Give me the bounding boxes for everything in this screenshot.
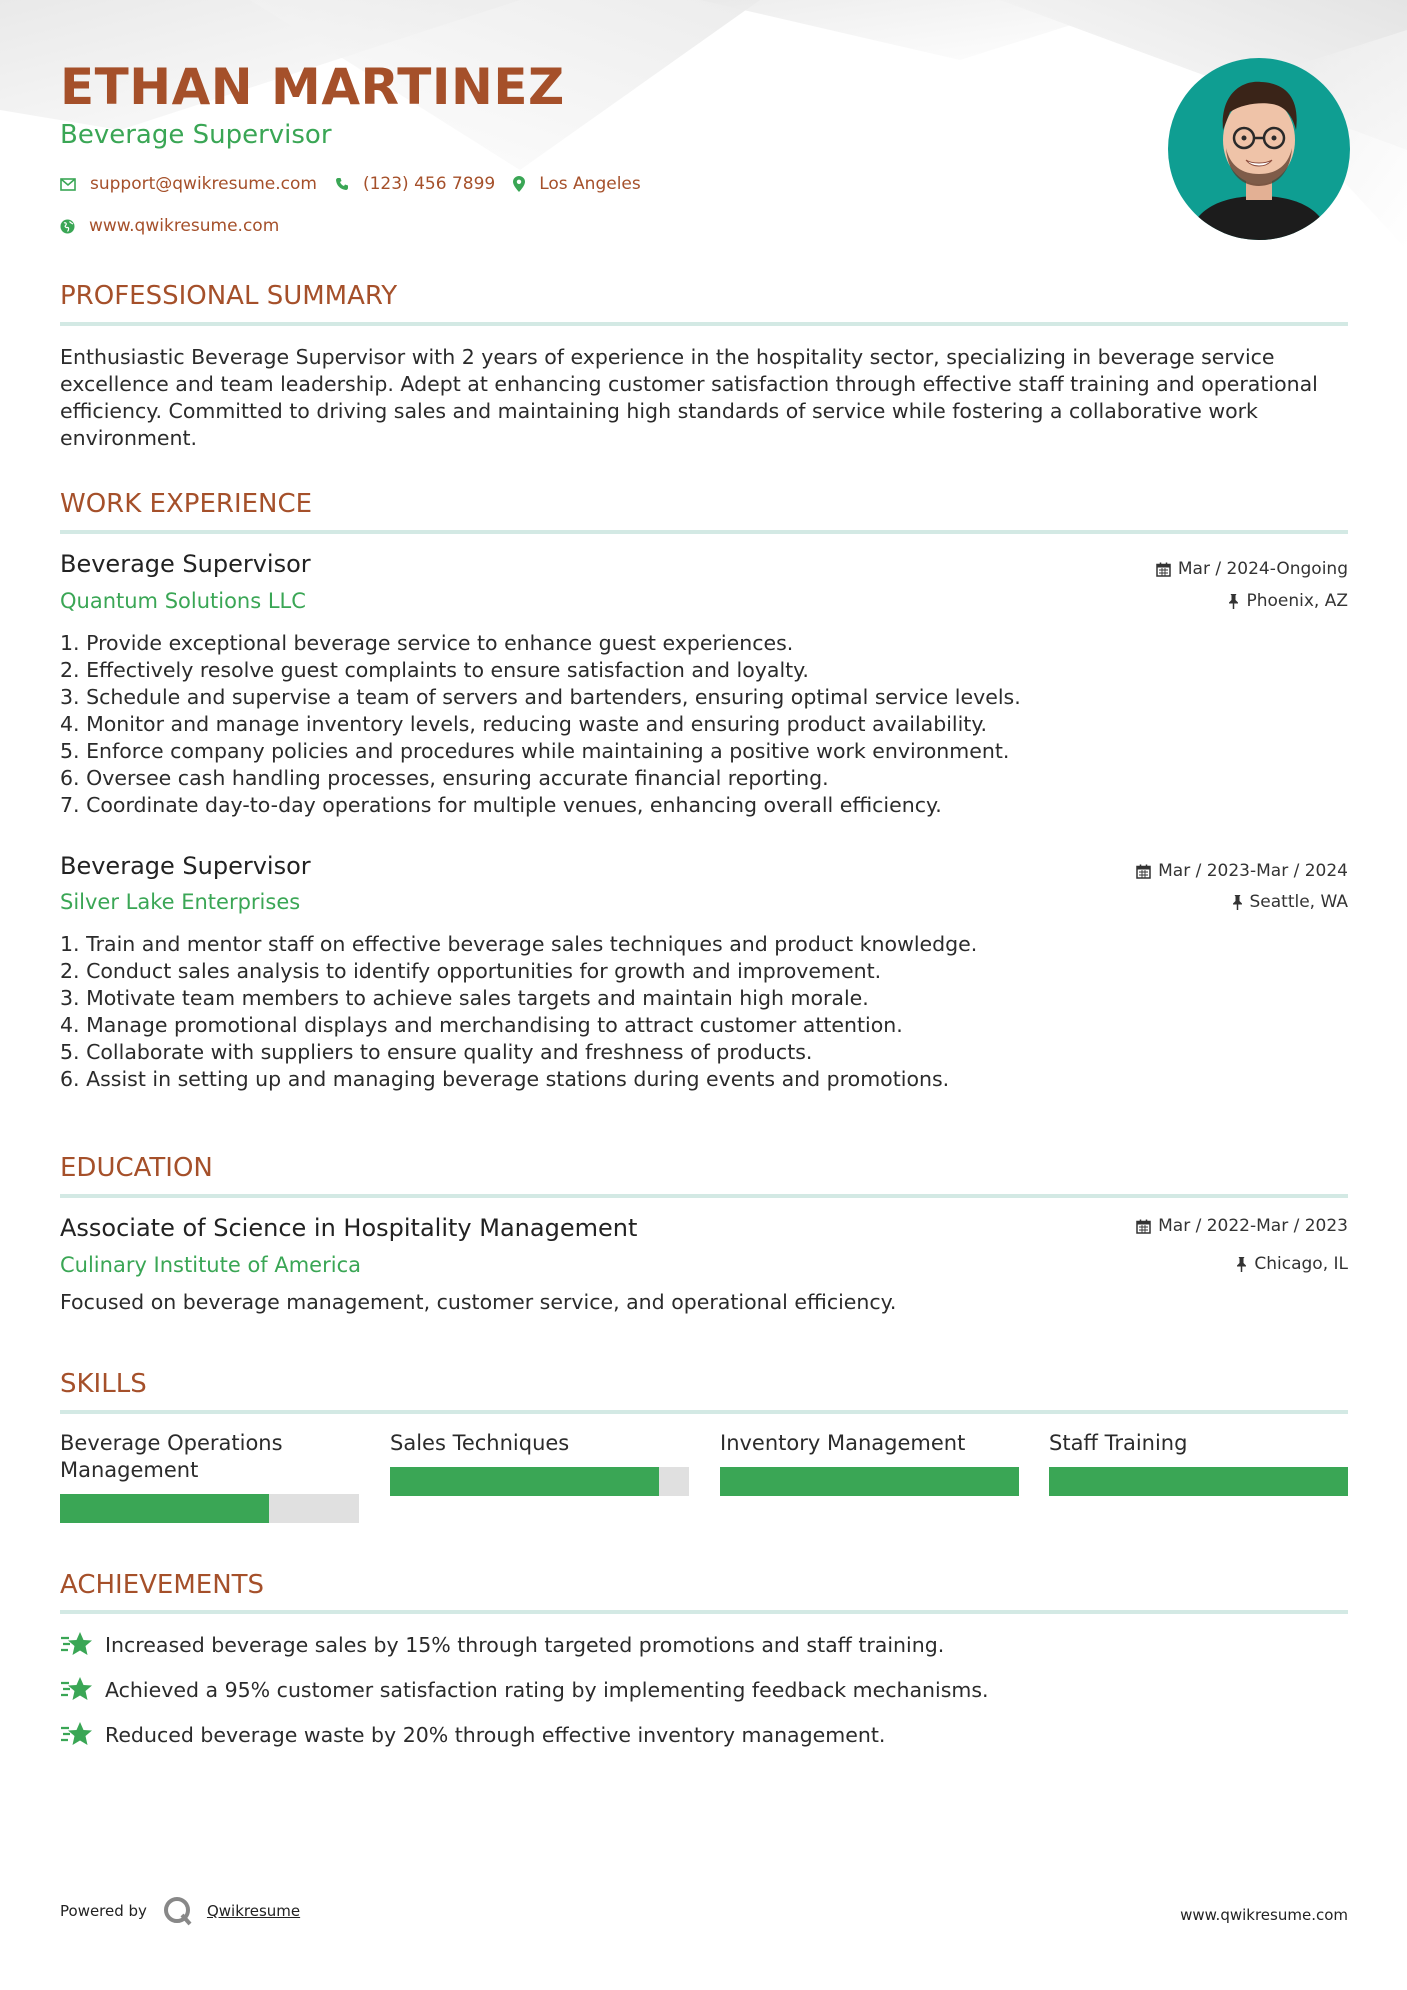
job-bullets: [60, 630, 1021, 819]
pushpin-icon: [1228, 594, 1239, 609]
star-icon: [60, 1676, 93, 1703]
pushpin-icon: [1236, 1257, 1247, 1272]
email-text: support@qwikresume.com: [90, 174, 317, 194]
calendar-icon: [1136, 864, 1151, 879]
list-item: 4. Manage promotional displays and merchandising to attract customer attention.: [60, 1013, 903, 1037]
skill-fill: [60, 1494, 269, 1523]
job-location-text: Phoenix, AZ: [1246, 591, 1348, 611]
achievement-item: [60, 1676, 989, 1703]
company-name: Quantum Solutions LLC: [60, 589, 306, 613]
contact-location: [513, 174, 641, 194]
contact-email[interactable]: [60, 174, 317, 194]
section-title-achievements: ACHIEVEMENTS: [60, 1570, 265, 1600]
phone-text: (123) 456 7899: [362, 174, 496, 194]
education-description: Focused on beverage management, customer service, and operational efficiency.: [60, 1290, 897, 1314]
job-location: [1228, 591, 1348, 611]
section-divider: [60, 530, 1348, 534]
list-item: 3. Motivate team members to achieve sales targets and maintain high morale.: [60, 986, 869, 1010]
company-name: Silver Lake Enterprises: [60, 890, 301, 914]
calendar-icon: [1136, 1219, 1151, 1234]
skill-item: [720, 1430, 1019, 1457]
achievement-item: [60, 1721, 885, 1748]
education-location: [1236, 1254, 1348, 1274]
list-item: 4. Monitor and manage inventory levels, reducing waste and ensuring product availability.: [60, 712, 988, 736]
map-pin-icon: [513, 176, 525, 192]
list-item: 3. Schedule and supervise a team of servers and bartenders, ensuring optimal service levels.: [60, 685, 1021, 709]
website-text: www.qwikresume.com: [89, 216, 280, 236]
skill-item: [390, 1430, 689, 1457]
job-dates: [1136, 861, 1348, 881]
education-dates-text: Mar / 2022-Mar / 2023: [1158, 1216, 1348, 1236]
list-item: 2. Conduct sales analysis to identify opportunities for growth and improvement.: [60, 959, 882, 983]
section-divider: [60, 1610, 1348, 1614]
section-divider: [60, 322, 1348, 326]
skill-fill: [1049, 1467, 1348, 1496]
calendar-icon: [1156, 562, 1171, 577]
skill-bar: [390, 1467, 689, 1496]
list-item: 1. Provide exceptional beverage service to enhance guest experiences.: [60, 631, 794, 655]
contact-row-website: [60, 214, 297, 238]
section-title-education: EDUCATION: [60, 1153, 213, 1183]
skill-fill: [720, 1467, 1019, 1496]
location-text: Los Angeles: [539, 174, 641, 194]
skill-bar: [720, 1467, 1019, 1496]
list-item: 6. Assist in setting up and managing beverage stations during events and promotions.: [60, 1067, 950, 1091]
school-name: Culinary Institute of America: [60, 1253, 361, 1277]
qwikresume-link[interactable]: Qwikresume: [206, 1902, 301, 1920]
degree-title: Associate of Science in Hospitality Management: [60, 1214, 638, 1242]
skill-bar: [1049, 1467, 1348, 1496]
section-title-summary: PROFESSIONAL SUMMARY: [60, 281, 398, 311]
list-item: 7. Coordinate day-to-day operations for multiple venues, enhancing overall efficiency.: [60, 793, 942, 817]
skill-name: Sales Techniques: [390, 1431, 570, 1455]
achievement-text: Increased beverage sales by 15% through targeted promotions and staff training.: [105, 1632, 945, 1657]
contact-website[interactable]: [60, 216, 279, 236]
job-bullets: [60, 931, 977, 1093]
education-dates: [1136, 1216, 1348, 1236]
powered-by-text: Powered by: [60, 1902, 147, 1920]
footer-website[interactable]: www.qwikresume.com: [1180, 1906, 1348, 1924]
skill-fill: [390, 1467, 659, 1496]
skill-item: [60, 1430, 359, 1484]
list-item: 5. Enforce company policies and procedures while maintaining a positive work environment.: [60, 739, 1010, 763]
section-divider: [60, 1194, 1348, 1198]
avatar: [1168, 58, 1350, 240]
achievement-text: Achieved a 95% customer satisfaction rating by implementing feedback mechanisms.: [105, 1677, 989, 1702]
skill-name: Inventory Management: [720, 1431, 966, 1455]
candidate-name: ETHAN MARTINEZ: [60, 58, 565, 116]
section-title-skills: SKILLS: [60, 1369, 147, 1399]
star-icon: [60, 1631, 93, 1658]
footer-powered-by: [60, 1896, 300, 1926]
job-location: [1232, 892, 1349, 912]
globe-icon: [60, 219, 75, 234]
contact-phone[interactable]: [335, 174, 495, 194]
candidate-title: Beverage Supervisor: [60, 120, 332, 150]
contact-row: [60, 172, 659, 196]
envelope-icon: [60, 178, 76, 191]
skill-bar: [60, 1494, 359, 1523]
resume-page: [60, 0, 1348, 1990]
job-dates: [1156, 559, 1348, 579]
qwikresume-logo: [163, 1896, 193, 1926]
phone-icon: [335, 177, 349, 191]
list-item: 2. Effectively resolve guest complaints to ensure satisfaction and loyalty.: [60, 658, 809, 682]
achievement-text: Reduced beverage waste by 20% through effective inventory management.: [105, 1722, 886, 1747]
skill-item: [1049, 1430, 1348, 1457]
job-title: Beverage Supervisor: [60, 852, 311, 880]
job-location-text: Seattle, WA: [1249, 892, 1348, 912]
section-divider: [60, 1410, 1348, 1414]
list-item: 5. Collaborate with suppliers to ensure quality and freshness of products.: [60, 1040, 813, 1064]
star-icon: [60, 1721, 93, 1748]
list-item: 6. Oversee cash handling processes, ensuring accurate financial reporting.: [60, 766, 829, 790]
list-item: 1. Train and mentor staff on effective beverage sales techniques and product knowledge.: [60, 932, 978, 956]
education-location-text: Chicago, IL: [1254, 1254, 1348, 1274]
summary-text: Enthusiastic Beverage Supervisor with 2 years of experience in the hospitality sector, specializing in beverage service excellence and team leadership. Adept at enhancing customer satisfaction through effective staff training and operational efficiency. Committed to driving sales and maintaining high standards of service while fostering a collaborative work environment.: [60, 345, 1318, 450]
job-title: Beverage Supervisor: [60, 550, 311, 578]
section-title-experience: WORK EXPERIENCE: [60, 489, 313, 519]
skill-name: Beverage Operations Management: [60, 1431, 283, 1482]
skill-name: Staff Training: [1049, 1431, 1188, 1455]
job-dates-text: Mar / 2023-Mar / 2024: [1158, 861, 1348, 881]
achievement-item: [60, 1631, 944, 1658]
pushpin-icon: [1232, 895, 1243, 910]
job-dates-text: Mar / 2024-Ongoing: [1177, 559, 1348, 579]
